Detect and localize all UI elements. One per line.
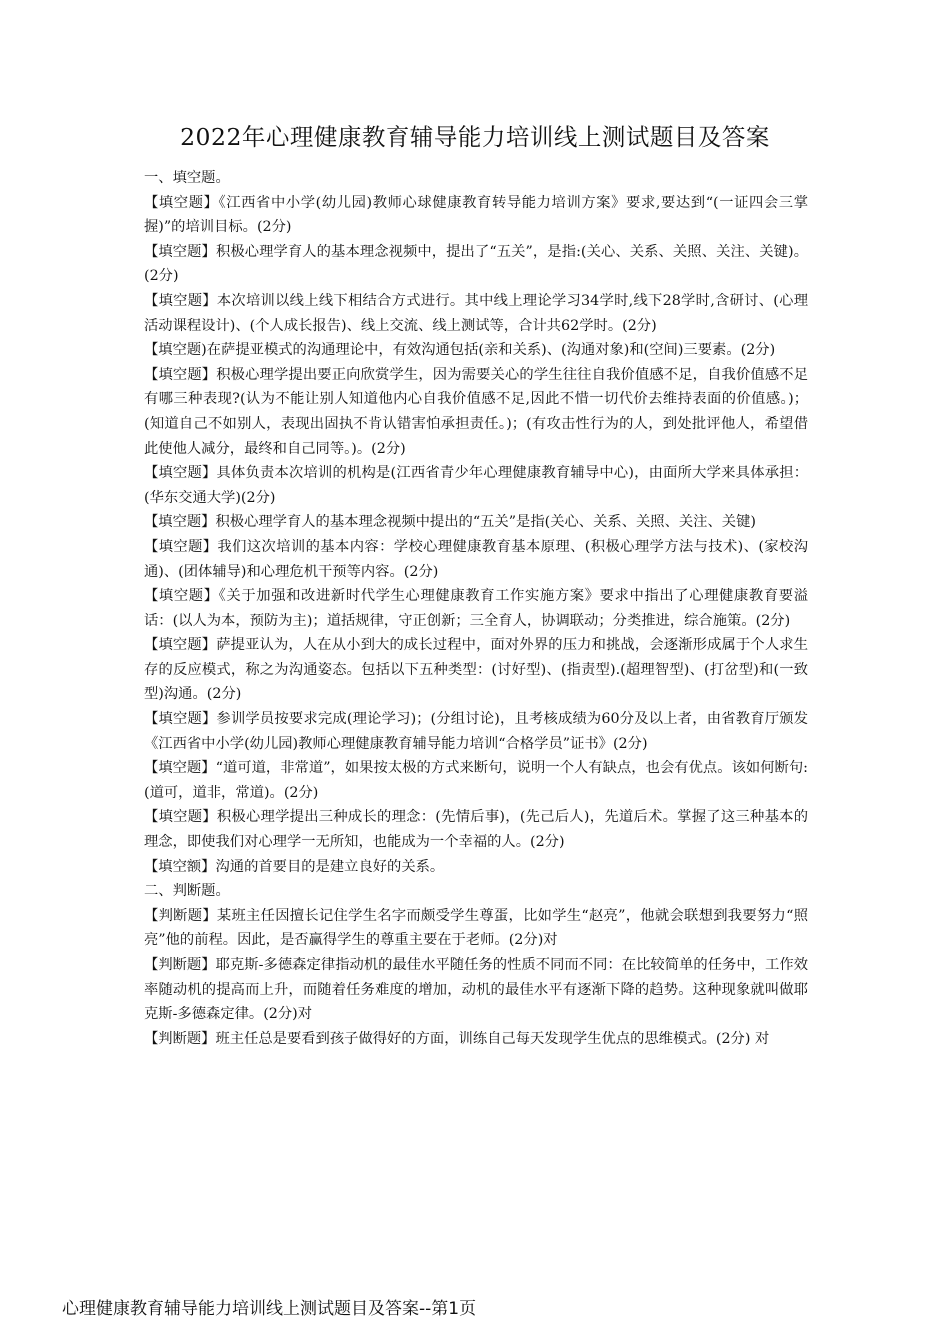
section-heading-true-false: 二、判断题。 bbox=[144, 883, 230, 900]
question-paragraph: 【填空题】积极心理学育人的基本理念视频中，提出了“五关”，是指:(关心、关系、关照、关注、关键)。(2分) bbox=[144, 243, 808, 285]
question-paragraph: 【填空题】我们这次培训的基本内容：学校心理健康教育基本原理、(积极心理学方法与技术)、(家校沟通)、(团体辅导)和心理危机干预等内容。(2分) bbox=[144, 538, 808, 580]
question-paragraph: 【判断题】某班主任因擅长记住学生名字而颇受学生尊蛋，比如学生“赵亮”，他就会联想到我要努力“照亮”他的前程。因此，是否赢得学生的尊重主要在于老师。(2分)对 bbox=[144, 907, 808, 949]
question-paragraph: 【填空题】积极心理学提出三种成长的理念：(先情后事)，(先己后人)，先道后术。掌握了这三种基本的理念，即使我们对心理学一无所知，也能成为一个幸福的人。(2分) bbox=[144, 809, 808, 851]
question-paragraph: 【填空题】具体负责本次培训的机构是(江西省青少年心理健康教育辅导中心)，由面所大学来具体承担：(华东交通大学)(2分) bbox=[144, 465, 808, 506]
question-paragraph: 【填空题】“道可道，非常道”，如果按太极的方式来断句，说明一个人有缺点，也会有优点。该如何断句:(道可，道非，常道)。(2分) bbox=[144, 760, 808, 801]
question-paragraph: 【判断题】耶克斯-多德森定律指动机的最佳水平随任务的性质不同而不同：在比较简单的任务中，工作效率随动机的提高而上升，而随着任务难度的增加，动机的最佳水平有逐渐下降的趋势。这种现象就叫做耶克斯-多德森定律。(2分)对 bbox=[144, 957, 808, 1023]
question-paragraph: 【判断题】班主任总是要看到孩子做得好的方面，训练自己每天发现学生优点的思维模式。(2分) 对 bbox=[144, 1030, 770, 1047]
page-footer: 心理健康教育辅导能力培训线上测试题目及答案--第1页 bbox=[62, 1299, 477, 1319]
document-title: 2022年心理健康教育辅导能力培训线上测试题目及答案 bbox=[180, 123, 770, 151]
question-paragraph: 【填空题)在萨提亚模式的沟通理论中，有效沟通包括(亲和关系)、(沟通对象)和(空间)三要素。(2分) bbox=[144, 342, 776, 359]
question-paragraph: 【填空额】沟通的首要目的是建立良好的关系。 bbox=[144, 858, 445, 875]
question-paragraph: 【填空题】《关于加强和改进新时代学生心理健康教育工作实施方案》要求中指出了心理健康教育要溢话：(以人为本，预防为主)；道括规律，守正创新；三全育人，协调联动；分类推进，综合施策。(2分) bbox=[144, 588, 808, 629]
question-paragraph: 【填空题】萨提亚认为，人在从小到大的成长过程中，面对外界的压力和挑战，会逐渐形成属于个人求生存的反应模式，称之为沟通姿态。包括以下五种类型：(讨好型)、(指责型).(超理智型)、(打岔型)和(一致型)沟通。(2分) bbox=[144, 637, 808, 703]
question-paragraph: 【填空题】参训学员按要求完成(理论学习)；(分组讨论)，且考核成绩为60分及以上者，由省教育厅颁发《江西省中小学(幼儿园)教师心理健康教育辅导能力培训“合格学员”证书》(2分) bbox=[144, 711, 808, 752]
question-paragraph: 【填空题】《江西省中小学(幼儿园)教师心球健康教育转导能力培训方案》要求,要达到“(一证四会三掌握)”的培训目标。(2分) bbox=[144, 194, 808, 236]
section-heading-fill-in: 一、填空题。 bbox=[144, 170, 230, 186]
question-paragraph: 【填空题】本次培训以线上线下相结合方式进行。其中线上理论学习34学时,线下28学时,含研讨、(心理活动课程设计)、(个人成长报告)、线上交流、线上测试等，合计共62学时。(2分) bbox=[144, 292, 808, 334]
question-paragraph: 【填空题】积极心理学育人的基本理念视频中提出的“五关”是指(关心、关系、关照、关注、关键) bbox=[144, 514, 756, 531]
document-body bbox=[144, 166, 808, 1051]
question-paragraph: 【填空题】积极心理学提出要正向欣赏学生，因为需要关心的学生往往自我价值感不足，自我价值感不足有哪三种表现?(认为不能让别人知道他内心自我价值感不足,因此不惜一切代价去维持表面的价值感。)；(知道自己不如别人，表现出固执不肯认错害怕承担责任。)；(有攻击性行为的人，到处批评他人，希望借此使他人减分，最终和自己同等。)。(2分) bbox=[144, 366, 808, 457]
